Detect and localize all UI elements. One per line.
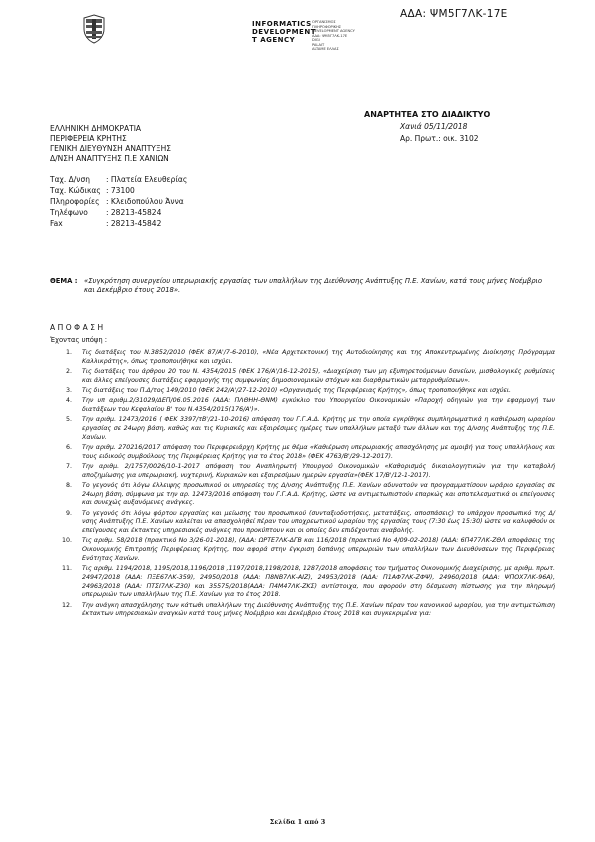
list-item: 6. Την αριθμ. 270216/2017 απόφαση του Περιφερειάρχη Κρήτης με θέμα «Καθιέρωση υπερωριακής απασχόλησης με αμοιβή για τους υπαλλήλους και τους ειδικούς συμβούλους της Περιφέρειας Κρήτης για το έτος 2018» (ΦΕΚ 4763/Β'/29-12-2017). [65, 444, 555, 460]
list-item: 4. Την υπ αριθμ.2/31029/ΔΕΠ/06.05.2016 (ΑΔΑ: ΠΛΘΗΗ-ΘΝΜ) εγκύκλιο του Υπουργείου Οικονομικών «Παροχή οδηγιών για την εφαρμογή των διατάξεων του Κεφαλαίου Β' του Ν.4354/2015(176/Α')». [65, 397, 555, 413]
subject-block [50, 277, 545, 295]
contact-row: Ταχ. Κώδικας : 73100 [50, 186, 135, 195]
agency-title: INFORMATICS DEVELOPMENT T AGENCY [252, 20, 316, 44]
document-date: Χανιά 05/11/2018 [400, 122, 468, 131]
list-item: 10. Τις αριθμ. 58/2018 (πρακτικό Νο 3/26-01-2018), (ΑΔΑ: ΩΡΤΕ7ΛΚ-ΔΓΒ και 116/2018 (πρακτικό Νο 4/09-02-2018) (ΑΔΑ: 6Π477ΛΚ-ΖΘΛ αποφάσεις της Οικονομικής Επιτροπής Περιφέρειας Κρήτης, που αφορά στην έγκριση δαπάνης υπερωριών των υπαλλήλων των Διευθύνσεων της Περιφέρειας Ενότητας Χανίων. [61, 537, 555, 562]
agency-small-print: ΟΡΓΑΝΙΣΜΟΣ ΠΛΗΡΟΦΟΡΙΚΗΣ DEVELOPMENT AGENCY ΑΔΑ: ΨΜ5Γ7ΛΚ-17Ε DIGI PALAIT ALTAME ΕΛΛΑΣ [312, 20, 355, 51]
subject-label: ΘΕΜΑ : [50, 277, 78, 285]
list-item: 5. Την αριθμ. 12473/2016 ( ΦΕΚ 3397/τΒ'/21-10-2016) απόφαση του Γ.Γ.Α.Δ. Κρήτης με την οποία εγκρίθηκε συμπληρωματικά η καθιέρωση ωραρίου εργασίας σε 24ωρη βάση, καθώς και τις Κυριακές και εξαιρέσιμες ημέρες των υπαλλήλων μεταξύ των άλλων και της Δ/νσης Ανάπτυξης της Π.Ε. Χανίων. [65, 416, 555, 441]
list-item: 8. Το γεγονός ότι λόγω έλλειψης προσωπικού οι υπηρεσίες της Δ/νσης Ανάπτυξης Π.Ε. Χανίων αδυνατούν να προγραμματίσουν ωράριο εργασίας σε 24ωρη βάση, σύμφωνα με την αρ. 12473/2016 απόφαση του Γ.Γ.Α.Δ. Κρήτης, ώστε να αντιμετωπιστούν επαρκώς και αποτελεσματικά οι επείγουσες και συνεχώς αυξανόμενες ανάγκες. [65, 482, 555, 507]
list-item: 9. Το γεγονός ότι λόγω φόρτου εργασίας και μείωσης του προσωπικού (συνταξιοδοτήσεις, μετατάξεις, αποσπάσεις) το υπάρχον προσωπικό της Δ/νσης Ανάπτυξης Π.Ε. Χανίων καλείται να απασχοληθεί πέραν του υποχρεωτικού ωραρίου της εργασίας τους (7:30 έως 15:30) ώστε να καλυφθούν οι επείγουσες και έκτακτες υπηρεσιακές ανάγκες που προκύπτουν και οι οποίες δεν επιδέχονται αναβολής. [65, 509, 555, 535]
considerations-list [50, 349, 555, 621]
subject-text: «Συγκρότηση συνεργείου υπερωριακής εργασίας των υπαλλήλων της Διεύθυνσης Ανάπτυξης Π.Ε. Χανίων, κατά τους μήνες Νοέμβριο και Δεκέμβριο έτους 2018». [84, 277, 542, 294]
list-item: 1. Τις διατάξεις του Ν.3852/2010 (ΦΕΚ 87/Α'/7-6-2010), «Νέα Αρχιτεκτονική της Αυτοδιοίκησης και της Αποκεντρωμένης Διοίκησης Πρόγραμμα Καλλικράτης», όπως τροποποιήθηκε και ισχύει. [65, 349, 555, 365]
contact-row: Πληροφορίες : Κλειδοπούλου Άννα [50, 197, 184, 206]
sender-line: ΠΕΡΙΦΕΡΕΙΑ ΚΡΗΤΗΣ [50, 134, 127, 143]
list-item: 2. Τις διατάξεις του άρθρου 20 του Ν. 4354/2015 (ΦΕΚ 176/Α'/16-12-2015), «Διαχείριση των μη εξυπηρετούμενων δανείων, μισθολογικές ρυθμίσεις και άλλες επείγουσες διατάξεις εφαρμογής της συμφωνίας δημοσιονομικών στόχων και διαρθρωτικών μεταρρυθμίσεων». [65, 368, 555, 384]
sender-block [50, 124, 171, 164]
sender-line: ΓΕΝΙΚΗ ΔΙΕΥΘΥΝΣΗ ΑΝΑΠΤΥΞΗΣ [50, 144, 171, 153]
protocol-number: Αρ. Πρωτ.: οικ. 3102 [400, 134, 479, 143]
contact-row: Ταχ. Δ/νση : Πλατεία Ελευθερίας [50, 175, 188, 184]
contact-block [50, 174, 187, 229]
sender-line: Δ/ΝΣΗ ΑΝΑΠΤΥΞΗΣ Π.Ε ΧΑΝΙΩΝ [50, 154, 169, 163]
page-number: Σελίδα 1 από 3 [269, 818, 326, 826]
list-item: 12. Την ανάγκη απασχόλησης των κάτωθι υπαλλήλων της Διεύθυνσης Ανάπτυξης της Π.Ε. Χανίων πέραν του κανονικού ωραρίου, για την αντιμετώπιση έκτακτων υπηρεσιακών αναγκών κατά τους μήνες Νοέμβριο και Δεκέμβριο έτους 2018 και συγκεκριμένα για: [61, 601, 555, 618]
considering-label: Έχοντας υπόψη : [50, 336, 108, 344]
sender-line: ΕΛΛΗΝΙΚΗ ΔΗΜΟΚΡΑΤΙΑ [50, 124, 142, 133]
ada-code: ΑΔΑ: ΨΜ5Γ7ΛΚ-17Ε [400, 8, 508, 20]
list-item: 3. Τις διατάξεις του Π.Δ/τος 149/2010 (ΦΕΚ 242/Α'/27-12-2010) «Οργανισμός της Περιφέρειας Κρήτης», όπως τροποποιήθηκε και ισχύει. [65, 387, 512, 394]
list-item: 7. Την αριθμ. 2/1757/0026/10-1-2017 απόφαση του Αναπληρωτή Υπουργού Οικονομικών «Καθορισμός δικαιολογητικών για την καταβολή αποζημίωσης για υπερωριακή, νυχτερινή, Κυριακών και εξαιρεσίμων ημερών εργασία»(ΦΕΚ 17/Β'/12-1-2017). [65, 463, 555, 479]
contact-row: Τηλέφωνο : 28213-45824 [50, 208, 162, 217]
posted-online-label: ΑΝΑΡΤΗΤΕΑ ΣΤΟ ΔΙΑΔΙΚΤΥΟ [364, 110, 491, 119]
contact-row: Fax : 28213-45842 [50, 219, 162, 228]
decision-title: ΑΠΟΦΑΣΗ [50, 323, 106, 332]
list-item: 11. Τις αριθμ. 1194/2018, 1195/2018,1196/2018 ,1197/2018,1198/2018, 1287/2018 αποφάσεις του τμήματος Οικονομικής Διαχείρισης, με αριθμ. πρωτ. 24947/2018 (ΑΔΑ: ΠΞΕ67ΛΚ-359), 24950/2018 (ΑΔΑ: Π8ΝΒ7ΛΚ-ΑΙΖ), 24953/2018 (ΑΔΑ: Π1ΑΦ7ΛΚ-ΖΦΨ), 24960/2018 (ΑΔΑ: ΨΠΟΧ7ΛΚ-96Α), 24963/2018 (ΑΔΑ: ΠΤΣΙ7ΛΚ-Ζ30) και 35575/2018(ΑΔΑ: Π4Μ47ΛΚ-ΖΚΣ) αντίστοιχα, που αφορούν στη δέσμευση πίστωσης για την πληρωμή υπερωριών των υπαλλήλων της Π.Ε. Χανίων για το έτος 2018. [61, 565, 555, 599]
greek-emblem-icon [82, 14, 106, 44]
